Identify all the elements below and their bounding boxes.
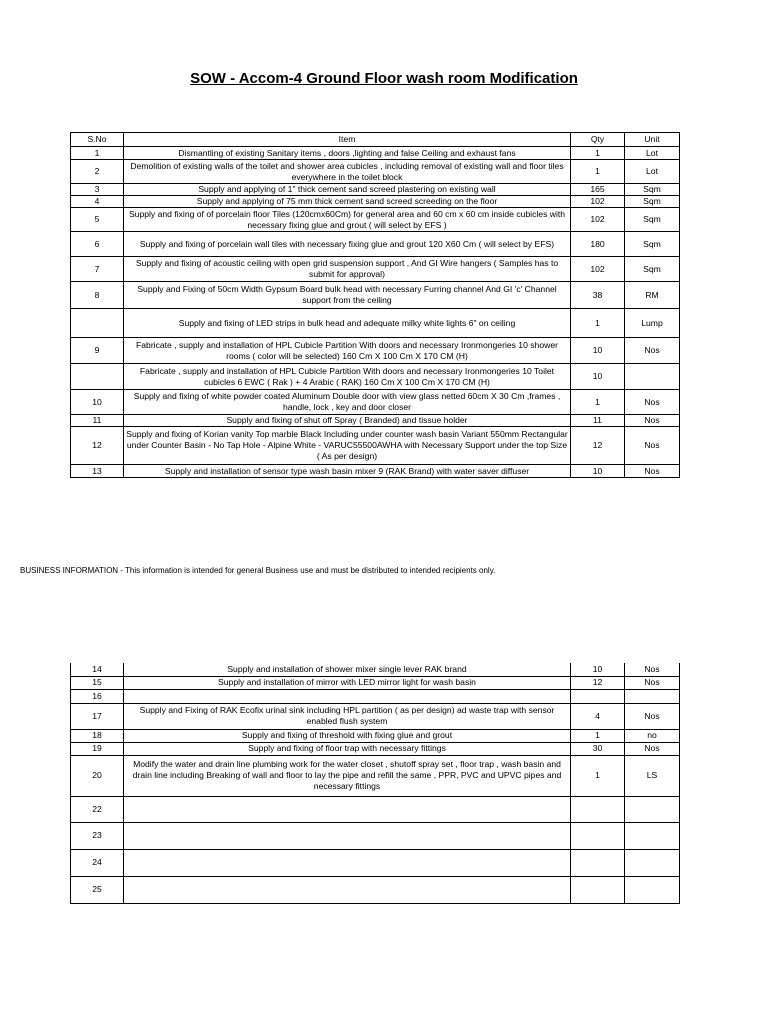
- row-item: Fabricate , supply and installation of HPL Cubicle Partition With doors and necessary Ironmongeries 10 shower rooms ( color will be selected) 160 Cm X 100 Cm X 170 CM (H): [124, 338, 571, 364]
- row-sno: 14: [71, 663, 124, 676]
- row-item: Supply and Fixing of 50cm Width Gypsum Board bulk head with necessary Furring channel And GI 'c' Channel support from the ceiling: [124, 282, 571, 309]
- row-unit: Nos: [625, 742, 680, 755]
- row-unit: Nos: [625, 465, 680, 478]
- row-item: Supply and installation of shower mixer single lever RAK brand: [124, 663, 571, 676]
- document-title: SOW - Accom-4 Ground Floor wash room Modification: [190, 70, 578, 87]
- row-unit: [625, 689, 680, 703]
- row-item: Supply and Fixing of RAK Ecofix urinal sink including HPL partition ( as per design) ad waste trap with sensor enabled flush system: [124, 703, 571, 729]
- row-sno: 6: [71, 232, 124, 257]
- table-row: [71, 196, 680, 208]
- row-item: Supply and fixing of porcelain wall tiles with necessary fixing glue and grout 120 X60 Cm ( will select by EFS): [124, 232, 571, 257]
- row-sno: 7: [71, 257, 124, 282]
- row-item: Fabricate , supply and installation of HPL Cubicle Partition With doors and necessary Ironmongeries 10 Toilet cubicles 6 EWC ( Rak ) + 4 Arabic ( RAK) 160 Cm X 100 Cm X 170 CM (H): [124, 364, 571, 390]
- row-qty: 38: [571, 282, 625, 309]
- table-row: [71, 147, 680, 160]
- row-unit: Nos: [625, 390, 680, 415]
- row-item: [124, 876, 571, 903]
- row-item: [124, 689, 571, 703]
- header-unit: Unit: [625, 133, 680, 147]
- table-row: [71, 703, 680, 729]
- row-item: Supply and installation of sensor type wash basin mixer 9 (RAK Brand) with water saver diffuser: [124, 465, 571, 478]
- row-unit: Sqm: [625, 184, 680, 196]
- row-item: Modify the water and drain line plumbing work for the water closet , shutoff spray set , floor trap , wash basin and drain line including Breaking of wall and floor to lay the pipe and refill the same , PPR, PVC and UPVC pipes and necessary fittings: [124, 755, 571, 796]
- row-unit: [625, 849, 680, 876]
- business-information-notice: BUSINESS INFORMATION - This information is intended for general Business use and must be distributed to intended recipients only.: [20, 566, 496, 575]
- sow-table-part-1: [70, 132, 680, 478]
- row-unit: [625, 364, 680, 390]
- row-qty: 102: [571, 196, 625, 208]
- row-item: [124, 849, 571, 876]
- row-sno: 3: [71, 184, 124, 196]
- table-row: [71, 822, 680, 849]
- row-item: Supply and applying of 1" thick cement sand screed plastering on existing wall: [124, 184, 571, 196]
- row-unit: [625, 796, 680, 822]
- row-qty: 1: [571, 755, 625, 796]
- table-row: [71, 364, 680, 390]
- row-unit: [625, 876, 680, 903]
- row-item: Demolition of existing walls of the toilet and shower area cubicles , including removal of existing wall and floor tiles everywhere in the toilet block: [124, 160, 571, 184]
- row-item: [124, 822, 571, 849]
- row-qty: 165: [571, 184, 625, 196]
- row-item: Supply and installation of mirror with LED mirror light for wash basin: [124, 676, 571, 689]
- row-item: Supply and fixing of of porcelain floor Tiles (120cmx60Cm) for general area and 60 cm x 60 cm inside cubicles with necessary fixing glue and grout ( will select by EFS ): [124, 208, 571, 232]
- row-qty: [571, 689, 625, 703]
- row-qty: 1: [571, 309, 625, 338]
- row-unit: Nos: [625, 703, 680, 729]
- header-item: Item: [124, 133, 571, 147]
- row-qty: 10: [571, 663, 625, 676]
- table-row: [71, 755, 680, 796]
- table-row: [71, 663, 680, 676]
- row-sno: 5: [71, 208, 124, 232]
- row-sno: 23: [71, 822, 124, 849]
- table-row: [71, 729, 680, 742]
- table-row: [71, 282, 680, 309]
- row-sno: 22: [71, 796, 124, 822]
- row-qty: 1: [571, 729, 625, 742]
- sow-table-part-2: [70, 663, 680, 904]
- row-item: [124, 796, 571, 822]
- row-sno: 25: [71, 876, 124, 903]
- row-qty: 10: [571, 338, 625, 364]
- table-row: [71, 415, 680, 427]
- row-item: Supply and fixing of white powder coated Aluminum Double door with view glass netted 60cm X 30 Cm ,frames , handle, lock , key and door closer: [124, 390, 571, 415]
- row-qty: 10: [571, 364, 625, 390]
- row-qty: 4: [571, 703, 625, 729]
- row-unit: Nos: [625, 676, 680, 689]
- table-row: [71, 796, 680, 822]
- row-item: Supply and fixing of acoustic ceiling with open grid suspension support , And GI Wire hangers ( Samples has to submit for approval): [124, 257, 571, 282]
- row-sno: 8: [71, 282, 124, 309]
- table-header-row: [71, 133, 680, 147]
- row-sno: 17: [71, 703, 124, 729]
- table-row: [71, 465, 680, 478]
- row-item: Supply and fixing of shut off Spray ( Branded) and tissue holder: [124, 415, 571, 427]
- table-row: [71, 208, 680, 232]
- table-row: [71, 338, 680, 364]
- row-sno: 2: [71, 160, 124, 184]
- header-sno: S.No: [71, 133, 124, 147]
- row-unit: Nos: [625, 415, 680, 427]
- row-unit: [625, 822, 680, 849]
- row-qty: 1: [571, 147, 625, 160]
- row-item: Supply and fixing of LED strips in bulk head and adequate milky white lights 6" on ceiling: [124, 309, 571, 338]
- row-item: Supply and fixing of threshold with fixing glue and grout: [124, 729, 571, 742]
- header-qty: Qty: [571, 133, 625, 147]
- row-unit: Nos: [625, 427, 680, 465]
- row-sno: 10: [71, 390, 124, 415]
- table-row: [71, 390, 680, 415]
- row-sno: [71, 364, 124, 390]
- row-unit: RM: [625, 282, 680, 309]
- row-sno: 12: [71, 427, 124, 465]
- row-qty: 1: [571, 390, 625, 415]
- table-row: [71, 257, 680, 282]
- table-row: [71, 184, 680, 196]
- table-row: [71, 309, 680, 338]
- row-sno: 13: [71, 465, 124, 478]
- table-row: [71, 676, 680, 689]
- row-sno: 9: [71, 338, 124, 364]
- row-sno: 11: [71, 415, 124, 427]
- row-unit: no: [625, 729, 680, 742]
- row-qty: [571, 876, 625, 903]
- row-unit: Lot: [625, 160, 680, 184]
- row-unit: Lot: [625, 147, 680, 160]
- row-unit: Sqm: [625, 208, 680, 232]
- row-item: Supply and applying of 75 mm thick cement sand screed screeding on the floor: [124, 196, 571, 208]
- row-qty: 180: [571, 232, 625, 257]
- row-sno: 15: [71, 676, 124, 689]
- table-row: [71, 427, 680, 465]
- row-unit: Sqm: [625, 232, 680, 257]
- row-sno: [71, 309, 124, 338]
- row-sno: 18: [71, 729, 124, 742]
- row-item: Dismantling of existing Sanitary items , doors ,lighting and false Ceiling and exhaust fans: [124, 147, 571, 160]
- row-qty: 102: [571, 208, 625, 232]
- row-item: Supply and fixing of floor trap with necessary fittings: [124, 742, 571, 755]
- row-sno: 24: [71, 849, 124, 876]
- row-unit: Sqm: [625, 257, 680, 282]
- table-row: [71, 849, 680, 876]
- row-unit: LS: [625, 755, 680, 796]
- row-qty: 1: [571, 160, 625, 184]
- row-sno: 19: [71, 742, 124, 755]
- row-qty: 30: [571, 742, 625, 755]
- row-unit: Nos: [625, 663, 680, 676]
- row-unit: Nos: [625, 338, 680, 364]
- row-sno: 20: [71, 755, 124, 796]
- row-sno: 4: [71, 196, 124, 208]
- row-sno: 16: [71, 689, 124, 703]
- row-qty: [571, 822, 625, 849]
- row-unit: Sqm: [625, 196, 680, 208]
- row-qty: 10: [571, 465, 625, 478]
- row-qty: 12: [571, 676, 625, 689]
- table-row: [71, 876, 680, 903]
- row-qty: 102: [571, 257, 625, 282]
- table-row: [71, 232, 680, 257]
- row-item: Supply and fixing of Korian vanity Top marble Black Including under counter wash basin Variant 550mm Rectangular under Counter Basin - No Tap Hole - Alpine White - VARUC55500AWHA with Necessary Support under the top Size ( As per design): [124, 427, 571, 465]
- row-unit: Lump: [625, 309, 680, 338]
- table-row: [71, 689, 680, 703]
- table-row: [71, 742, 680, 755]
- table-row: [71, 160, 680, 184]
- row-qty: [571, 849, 625, 876]
- row-qty: 12: [571, 427, 625, 465]
- row-qty: 11: [571, 415, 625, 427]
- row-qty: [571, 796, 625, 822]
- row-sno: 1: [71, 147, 124, 160]
